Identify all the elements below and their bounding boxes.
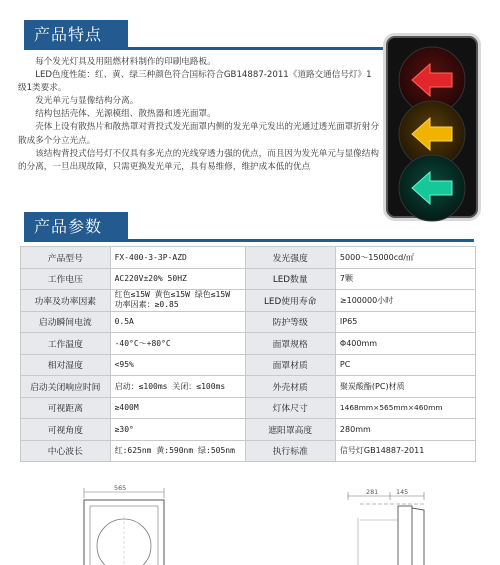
table-row <box>21 268 476 290</box>
param-label: 防护等级 <box>245 311 335 333</box>
param-value: <95% <box>110 354 245 376</box>
traffic-light-image <box>386 36 478 218</box>
param-label: 执行标准 <box>245 440 335 462</box>
param-label: 可视角度 <box>21 419 111 441</box>
table-row <box>21 440 476 462</box>
param-value: FX-400-3-3P-AZD <box>110 247 245 269</box>
params-section-header <box>0 212 500 242</box>
param-label: 灯体尺寸 <box>245 397 335 419</box>
param-value: Φ400mm <box>335 333 475 355</box>
param-label: 面罩规格 <box>245 333 335 355</box>
param-label: LED数量 <box>245 268 335 290</box>
table-row <box>21 419 476 441</box>
param-label: 工作温度 <box>21 333 111 355</box>
param-value: AC220V±20% 50HZ <box>110 268 245 290</box>
table-row <box>21 397 476 419</box>
front-width-dimension: 565 <box>114 484 127 492</box>
params-heading-rule <box>24 239 474 242</box>
side-view-drawing <box>0 482 500 565</box>
side-hood-dimension: 145 <box>396 488 409 496</box>
param-value: 红色≤15W 黄色≤15W 绿色≤15W 功率因素：≥0.85 <box>110 290 245 312</box>
param-value: 0.5A <box>110 311 245 333</box>
param-value: ≥100000小时 <box>335 290 475 312</box>
params-table <box>20 246 476 462</box>
side-depth-dimension: 281 <box>366 488 379 496</box>
param-label: 产品型号 <box>21 247 111 269</box>
param-label: 相对湿度 <box>21 354 111 376</box>
param-value: ≥400M <box>110 397 245 419</box>
param-value: 280mm <box>335 419 475 441</box>
param-value: IP65 <box>335 311 475 333</box>
param-value: 7颗 <box>335 268 475 290</box>
features-text <box>18 56 380 174</box>
feature-paragraph: 每个发光灯具及用阻燃材料制作的印刷电路板。 <box>35 57 216 67</box>
table-row <box>21 247 476 269</box>
param-value: 信号灯GB14887-2011 <box>335 440 475 462</box>
param-label: 发光强度 <box>245 247 335 269</box>
feature-paragraph: 结构包括壳体、光源模组、散热器和透光面罩。 <box>35 109 216 120</box>
table-row <box>21 354 476 376</box>
param-label: 功率及功率因素 <box>21 290 111 312</box>
param-label: 启动瞬间电流 <box>21 311 111 333</box>
feature-paragraph: 壳体上设有散热片和散热罩对背投式发光面罩内侧的发光单元发出的光通过透光面罩折射分散成多个分立光点。 <box>18 122 379 146</box>
features-heading: 产品特点 <box>24 20 128 50</box>
param-label: 外壳材质 <box>245 376 335 398</box>
feature-paragraph: LED色度性能：红、黄、绿三种颜色符合国标符合GB14887-2011《道路交通信号灯》1级1类要求。 <box>18 70 372 94</box>
params-heading: 产品参数 <box>24 212 128 242</box>
param-label: 工作电压 <box>21 268 111 290</box>
param-label: 启动关闭响应时间 <box>21 376 111 398</box>
param-value: 1468mm×565mm×460mm <box>335 397 475 419</box>
table-row <box>21 333 476 355</box>
param-value: 启动：≤100ms 关闭：≤100ms <box>110 376 245 398</box>
technical-drawings <box>0 482 500 565</box>
param-value: 聚炭酸酯(PC)材质 <box>335 376 475 398</box>
param-label: 中心波长 <box>21 440 111 462</box>
table-row <box>21 376 476 398</box>
param-value: 红:625nm 黄:590nm 绿:505nm <box>110 440 245 462</box>
param-value: PC <box>335 354 475 376</box>
table-row <box>21 290 476 312</box>
feature-paragraph: 该结构背投式信号灯不仅具有多光点的光线穿透力强的优点，而且因为发光单元与显像结构的分离，一旦出现故障，只需更换发光单元，具有易维修，维护成本低的优点 <box>18 148 379 172</box>
feature-paragraph: 发光单元与显像结构分离。 <box>35 96 139 107</box>
param-label: 可视距离 <box>21 397 111 419</box>
param-value: -40°C～+80°C <box>110 333 245 355</box>
param-label: 遮阳罩高度 <box>245 419 335 441</box>
param-label: 面罩材质 <box>245 354 335 376</box>
param-label: LED使用寿命 <box>245 290 335 312</box>
table-row <box>21 311 476 333</box>
param-value: ≥30° <box>110 419 245 441</box>
param-value: 5000～15000cd/㎡ <box>335 247 475 269</box>
